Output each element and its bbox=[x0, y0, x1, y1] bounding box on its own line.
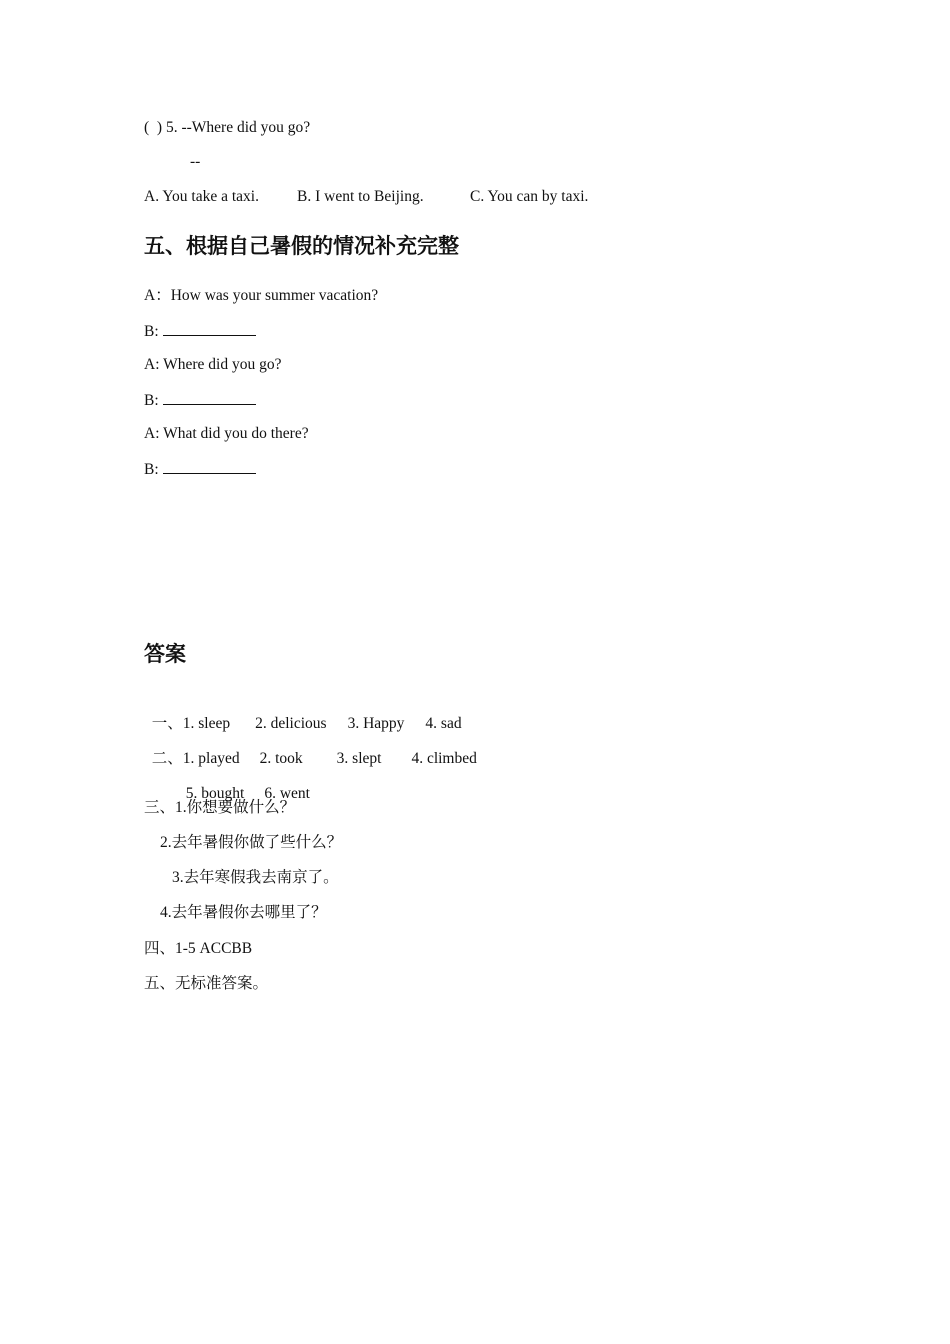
part-label: 三、 bbox=[144, 799, 176, 816]
question-5-stem: ( ) 5. --Where did you go? bbox=[144, 119, 311, 136]
answers-part-4 bbox=[144, 939, 252, 959]
answer-blank[interactable] bbox=[163, 458, 256, 474]
part-label: 二、 bbox=[151, 750, 183, 767]
dialogue-line bbox=[144, 320, 256, 342]
answer-item: 3. slept bbox=[336, 750, 382, 767]
question-5-option-b: B. I went to Beijing. bbox=[297, 188, 424, 205]
answer-text: 1-5 ACCBB bbox=[175, 940, 253, 957]
part-label: 五、 bbox=[144, 975, 176, 992]
dialogue-speaker: B: bbox=[144, 392, 159, 409]
answer-item: 2.去年暑假你做了些什么？ bbox=[160, 834, 343, 851]
section-5-title: 五、根据自己暑假的情况补充完整 bbox=[144, 234, 459, 258]
answer-item: 2. took bbox=[259, 750, 303, 767]
answers-part-2 bbox=[144, 729, 477, 769]
answers-part-3 bbox=[144, 798, 295, 818]
question-5-option-a: A. You take a taxi. bbox=[144, 188, 259, 205]
answer-item: 4.去年暑假你去哪里了？ bbox=[160, 904, 327, 921]
answer-item: 1. played bbox=[182, 750, 240, 767]
answer-blank[interactable] bbox=[163, 389, 256, 405]
answer-text: 无标准答案。 bbox=[175, 975, 269, 992]
dialogue-speaker: A： bbox=[144, 287, 171, 304]
answers-title: 答案 bbox=[144, 642, 186, 666]
dialogue-line bbox=[144, 286, 378, 306]
dialogue-speaker: A: bbox=[144, 356, 160, 373]
dialogue-speaker: A: bbox=[144, 425, 160, 442]
answer-item: 4. sad bbox=[425, 715, 462, 732]
answer-item: 3. Happy bbox=[347, 715, 405, 732]
dialogue-speaker: B: bbox=[144, 461, 159, 478]
dialogue-line bbox=[144, 389, 256, 411]
dialogue-line bbox=[144, 424, 309, 444]
answer-blank[interactable] bbox=[163, 320, 256, 336]
dialogue-text: How was your summer vacation? bbox=[170, 287, 379, 304]
answers-part-1 bbox=[144, 694, 462, 734]
answer-item: 2. delicious bbox=[255, 715, 327, 732]
answer-item: 1. sleep bbox=[182, 715, 231, 732]
answer-item: 6. went bbox=[264, 785, 310, 802]
answer-item: 3.去年寒假我去南京了。 bbox=[172, 869, 339, 886]
dialogue-line bbox=[144, 458, 256, 480]
part-label: 四、 bbox=[144, 940, 176, 957]
answers-part-5 bbox=[144, 974, 268, 994]
question-5-answer-line: -- bbox=[190, 153, 201, 170]
dialogue-speaker: B: bbox=[144, 323, 159, 340]
answer-item: 4. climbed bbox=[411, 750, 477, 767]
answer-item: 5. bought bbox=[185, 785, 245, 802]
dialogue-text: Where did you go? bbox=[163, 356, 282, 373]
dialogue-text: What did you do there? bbox=[163, 425, 309, 442]
part-label: 一、 bbox=[151, 715, 183, 732]
dialogue-line bbox=[144, 355, 281, 375]
answer-item: 1.你想要做什么？ bbox=[175, 799, 296, 816]
question-5-option-c: C. You can by taxi. bbox=[470, 188, 589, 205]
